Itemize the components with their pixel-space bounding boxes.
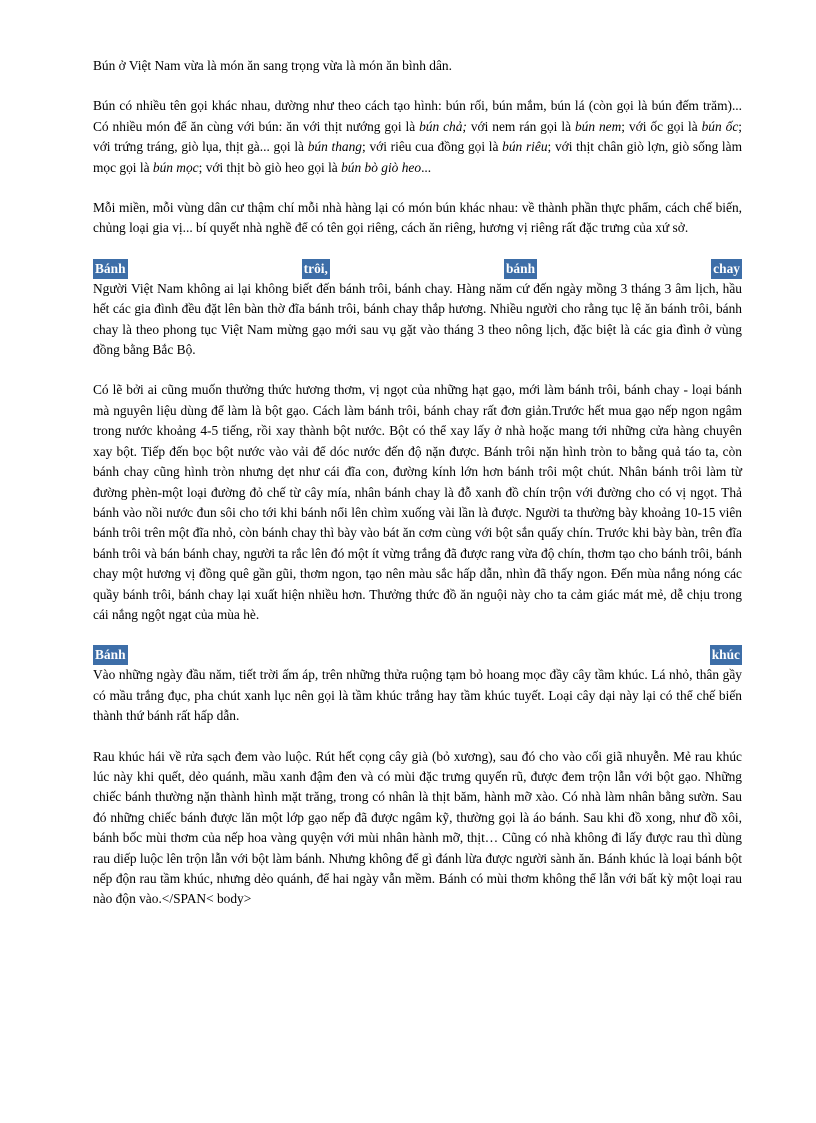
- banh-khuc-intro-paragraph: Vào những ngày đầu năm, tiết trời ấm áp, trên những thửa ruộng tạm bỏ hoang mọc đầy cây tầm khúc. Lá nhỏ, thân gầy có mầu trắng đục, pha chút xanh lục nên gọi là tầm khúc trắng hay tầm khúc tuyết. Loại cây dại này lại có thể chế biến thành thứ bánh rất hấp dẫn.: [93, 667, 742, 724]
- intro-paragraph: Bún ở Việt Nam vừa là món ăn sang trọng vừa là món ăn bình dân.: [93, 58, 452, 73]
- banh-khuc-recipe-paragraph: Rau khúc hái về rửa sạch đem vào luộc. Rút hết cọng cây già (bỏ xương), sau đó cho vào cối giã nhuyễn. Mẻ rau khúc lúc này khi quết, dẻo quánh, mầu xanh đậm đen và có mùi đặc trưng quyến rũ, được đem trộn lẫn với bột gạo. Những chiếc bánh thường nặn thành hình mặt trăng, trong có nhân là thịt băm, hành mỡ xào. Có nhà làm nhân bằng sườn. Sau đó những chiếc bánh được lăn một lớp gạo nếp đã được ngâm kỹ, thường gọi là áo bánh. Sau khi đồ xong, như đồ xôi, bánh bốc mùi thơm của nếp hoa vàng quyện với mùi nhân hành mỡ, thịt… Cũng có nhà không đi lấy được rau thì dùng rau diếp luộc lên trộn lẫn với bột làm bánh. Nhưng không để gì đánh lừa được người sành ăn. Bánh khúc là loại bánh bột nếp độn rau tầm khúc, nhưng dẻo quánh, để hai ngày vẫn mềm. Bánh có mùi thơm không thể lẫn với bất kỳ một loại rau nào độn vào.</SPAN< body>: [93, 748, 742, 907]
- banh-troi-recipe-paragraph: Có lẽ bởi ai cũng muốn thưởng thức hương thơm, vị ngọt của những hạt gạo, mới làm bánh trôi, bánh chay - loại bánh mà nguyên liệu dùng để làm là bột gạo. Cách làm bánh trôi, bánh chay rất đơn giản.Trước hết mua gạo nếp ngon ngâm trong nước khoảng 4-5 tiếng, rồi xay thành bột nước. Bột có thể xay lấy ở nhà hoặc mang tới những cửa hàng chuyên xay bột. Tiếp đến bọc bột nước vào vải để dóc nước đến độ nặn được. Bánh trôi nặn hình tròn to bằng quả táo ta, còn bánh chay cũng hình tròn nhưng dẹt như cái đĩa con, đường kính lớn hơn bánh trôi một chút. Nhân bánh trôi làm từ đường phèn-một loại đường đỏ chế từ cây mía, nhân bánh chay là đỗ xanh đồ chín trộn với đường cho có vị ngọt. Thả bánh vào nồi nước đun sôi cho tới khi bánh nổi lên chìm xuống vài lần là được. Người ta thường bày khoảng 10-15 viên bánh trôi trên một đĩa nhỏ, còn bánh chay thì bày vào bát ăn cơm cùng với bột sắn quấy chín. Trước khi bày bàn, trên đĩa bánh trôi và bán bánh chay, người ta rắc lên đó một ít vừng trắng đã được rang vừa độ chín, thơm tạo cho bánh trôi, bánh chay một hương vị đồng quê gần gũi, thơm ngon, tạo nên màu sắc hấp dẫn, nhìn đã thấy ngon. Đến mùa nắng nóng các quầy bánh trôi, bánh chay lại xuất hiện nhiều hơn. Thưởng thức đồ ăn nguội này cho ta cảm giác mát mẻ, dễ chịu trong cái nắng ngột ngạt của mùa hè.: [93, 382, 742, 622]
- heading-word: khúc: [710, 645, 742, 665]
- banh-troi-intro-paragraph: Người Việt Nam không ai lại không biết đến bánh trôi, bánh chay. Hàng năm cứ đến ngày mồng 3 tháng 3 âm lịch, hầu hết các gia đình đều đặt lên bàn thờ đĩa bánh trôi, bánh chay thắp hương. Nhiều người cho rằng tục lệ ăn bánh trôi, bánh chay là theo phong tục Việt Nam mừng gạo mới sau vụ gặt vào tháng 3 theo nông lịch, đặc biệt là các gia đình ở vùng đồng bằng Bắc Bộ.: [93, 280, 742, 358]
- document-page: [93, 56, 742, 910]
- heading-banh-troi-banh-chay: [93, 259, 742, 279]
- heading-banh-khuc: [93, 645, 742, 665]
- heading-word: chay: [711, 259, 742, 279]
- heading-word: Bánh: [93, 645, 128, 665]
- heading-word: trôi,: [302, 259, 330, 279]
- bun-names-paragraph: Bún có nhiều tên gọi khác nhau, dường như theo cách tạo hình: bún rối, bún mắm, bún lá (còn gọi là bún đếm trăm)... Có nhiều món để ăn cùng với bún: ăn với thịt nướng gọi là bún chả; với nem rán gọi là bún nem; với ốc gọi là bún ốc; với trứng tráng, giò lụa, thịt gà... gọi là bún thang; với riêu cua đồng gọi là bún riêu; với thịt chân giò lợn, giò sống làm mọc gọi là bún mọc; với thịt bò giò heo gọi là bún bò giò heo...: [93, 98, 743, 175]
- heading-word: bánh: [504, 259, 537, 279]
- heading-word: Bánh: [93, 259, 128, 279]
- regional-paragraph: Mỗi miền, mỗi vùng dân cư thậm chí mỗi nhà hàng lại có món bún khác nhau: về thành phần thực phẩm, cách chế biến, chủng loại gia vị... bí quyết nhà nghề để có tên gọi riêng, cách ăn riêng, hương vị riêng rất đặc trưng của xứ sở.: [93, 200, 742, 236]
